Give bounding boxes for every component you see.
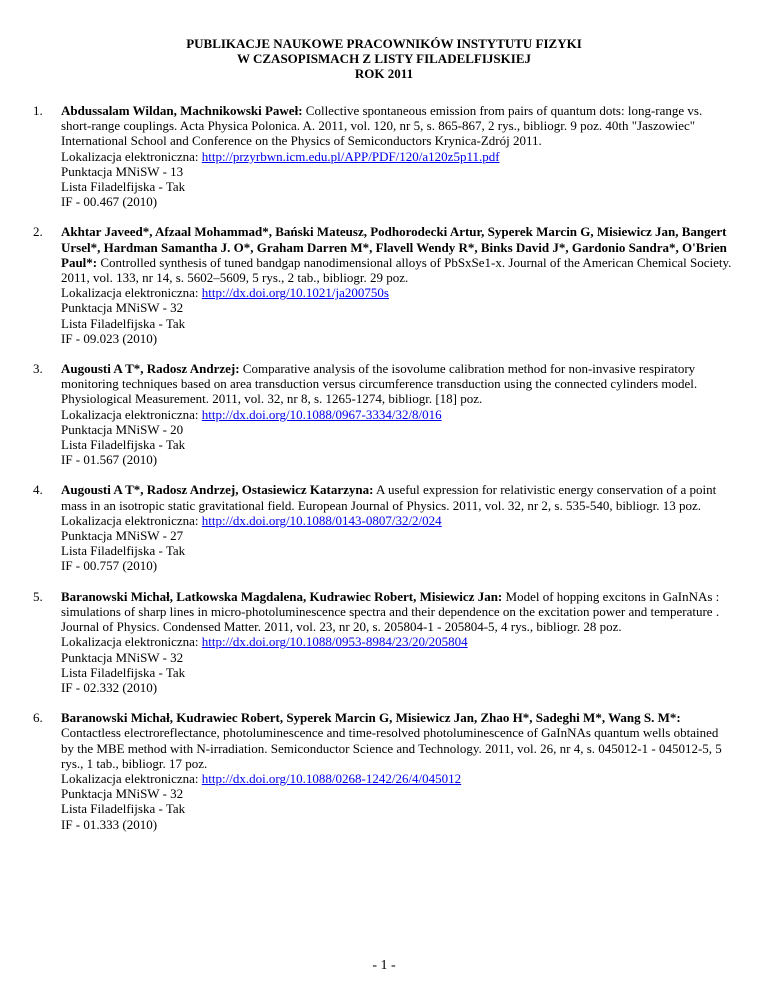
entry-mnisw: Punktacja MNiSW - 32 [61, 300, 184, 316]
entry-lista: Lista Filadelfijska - Tak [61, 543, 186, 559]
entry-mnisw: Punktacja MNiSW - 27 [61, 528, 184, 544]
publication-entry [33, 710, 733, 832]
entry-location [61, 771, 733, 786]
entry-number: 1. [33, 103, 43, 118]
entry-link[interactable]: http://dx.doi.org/10.1088/0143-0807/32/2/024 [201, 512, 442, 528]
entry-link[interactable]: http://dx.doi.org/10.1088/0953-8984/23/20/205804 [201, 634, 468, 650]
entry-number: 2. [33, 224, 43, 240]
publication-entry [33, 482, 733, 573]
entry-mnisw: Punktacja MNiSW - 13 [61, 163, 184, 179]
header-title: PUBLIKACJE NAUKOWE PRACOWNIKÓW INSTYTUTU FIZYKI [186, 36, 582, 51]
entry-authors: Augousti A T*, Radosz Andrzej, Ostasiewicz Katarzyna: [61, 482, 374, 498]
entry-link[interactable]: http://dx.doi.org/10.1088/0268-1242/26/4/045012 [201, 770, 462, 786]
entry-lista: Lista Filadelfijska - Tak [61, 437, 186, 453]
entry-link[interactable]: http://dx.doi.org/10.1021/ja200750s [201, 285, 389, 301]
entry-body: Collective spontaneous emission from pairs of quantum dots: long-range vs. short-range couplings. Acta Physica Polonica. A. 2011, vol. 120, nr 5, s. 865-867, 2 rys., bibliogr. 9 poz. 40th "Jaszowiec" International School and Conference on the Physics of Semiconductors Krynica-Zdrój 2011. [61, 103, 703, 149]
entry-location [61, 149, 733, 164]
entry-number: 4. [33, 482, 43, 498]
entry-authors: Baranowski Michał, Latkowska Magdalena, Kudrawiec Robert, Misiewicz Jan: [61, 588, 503, 604]
publication-entry [33, 103, 733, 209]
entry-authors: Akhtar Javeed*, Afzaal Mohammad*, Bański Mateusz, Podhorodecki Artur, Syperek Marcin G, Misiewicz Jan, Bangert Ursel*, Hardman Samantha J. O*, Graham Darren M*, Flavell Wendy R*, Binks David J*, Gardonio Sandra*, O'Brien Paul*: [61, 224, 727, 270]
entry-lista: Lista Filadelfijska - Tak [61, 315, 186, 331]
entry-mnisw: Punktacja MNiSW - 20 [61, 421, 184, 437]
entry-impact-factor: IF - 09.023 (2010) [61, 330, 158, 346]
entry-mnisw: Punktacja MNiSW - 32 [61, 786, 184, 802]
document-header [0, 36, 768, 81]
entry-lista: Lista Filadelfijska - Tak [61, 801, 186, 817]
publication-list [33, 103, 733, 847]
entry-authors: Augousti A T*, Radosz Andrzej: [61, 361, 240, 377]
entry-lista: Lista Filadelfijska - Tak [61, 664, 186, 680]
location-label: Lokalizacja elektroniczna: [61, 512, 199, 528]
entry-impact-factor: IF - 00.757 (2010) [61, 558, 158, 574]
publication-entry [33, 589, 733, 695]
entry-lista: Lista Filadelfijska - Tak [61, 179, 186, 195]
entry-body: A useful expression for relativistic energy conservation of a point mass in an isotropic static gravitational field. European Journal of Physics. 2011, vol. 32, nr 2, s. 535-540, bibliogr. 13 poz. [61, 482, 717, 513]
entry-citation [61, 589, 733, 635]
header-subtitle: W CZASOPISMACH Z LISTY FILADELFIJSKIEJ [236, 51, 531, 66]
entry-location [61, 513, 733, 528]
entry-location [61, 634, 733, 649]
entry-number: 6. [33, 710, 43, 726]
entry-body: Comparative analysis of the isovolume calibration method for non-invasive respiratory monitoring techniques based on area transduction versus circumference transduction using the connected cylinders model. Physiological Measurement. 2011, vol. 32, nr 8, s. 1265-1274, bibliogr. [18] poz. [61, 361, 698, 407]
publication-entry [33, 361, 733, 467]
location-label: Lokalizacja elektroniczna: [61, 148, 199, 164]
entry-link[interactable]: http://przyrbwn.icm.edu.pl/APP/PDF/120/a120z5p11.pdf [201, 148, 500, 164]
entry-number: 3. [33, 361, 43, 377]
entry-authors: Abdussalam Wildan, Machnikowski Paweł: [61, 103, 303, 118]
entry-body: Contactless electroreflectance, photoluminescence and time-resolved photoluminescence of GaInNAs quantum wells obtained by the MBE method with N-irradiation. Semiconductor Science and Technology. 2011, vol. 26, nr 4, s. 045012-1 - 045012-5, 5 rys., 1 tab., bibliogr. 17 poz. [61, 725, 722, 771]
entry-impact-factor: IF - 01.567 (2010) [61, 452, 158, 468]
entry-citation [61, 482, 733, 512]
entry-impact-factor: IF - 02.332 (2010) [61, 679, 158, 695]
location-label: Lokalizacja elektroniczna: [61, 406, 199, 422]
location-label: Lokalizacja elektroniczna: [61, 634, 199, 650]
publication-entry [33, 224, 733, 346]
entry-authors: Baranowski Michał, Kudrawiec Robert, Syperek Marcin G, Misiewicz Jan, Zhao H*, Sadeghi M*, Wang S. M*: [61, 710, 681, 726]
entry-citation [61, 224, 733, 285]
entry-body: Controlled synthesis of tuned bandgap nanodimensional alloys of PbSxSe1-x. Journal of the American Chemical Society. 2011, vol. 133, nr 14, s. 5602–5609, 5 rys., 2 tab., bibliogr. 29 poz. [61, 254, 732, 286]
entry-link[interactable]: http://dx.doi.org/10.1088/0967-3334/32/8/016 [201, 406, 442, 422]
entry-citation [61, 710, 733, 771]
location-label: Lokalizacja elektroniczna: [61, 285, 199, 301]
page-number: - 1 - [372, 958, 396, 973]
entry-impact-factor: IF - 01.333 (2010) [61, 816, 158, 832]
entry-citation [61, 103, 733, 149]
location-label: Lokalizacja elektroniczna: [61, 770, 199, 786]
entry-mnisw: Punktacja MNiSW - 32 [61, 649, 184, 665]
entry-location [61, 407, 733, 422]
entry-number: 5. [33, 588, 43, 604]
entry-impact-factor: IF - 00.467 (2010) [61, 194, 158, 210]
header-year: ROK 2011 [354, 66, 414, 81]
entry-body: Model of hopping excitons in GaInNAs : simulations of sharp lines in micro-photoluminescence spectra and their dependence on the excitation power and temperature . Journal of Physics. Condensed Matter. 2011, vol. 23, nr 20, s. 205804-1 - 205804-5, 4 rys., bibliogr. 28 poz. [61, 588, 720, 635]
entry-location [61, 285, 733, 300]
entry-citation [61, 361, 733, 407]
